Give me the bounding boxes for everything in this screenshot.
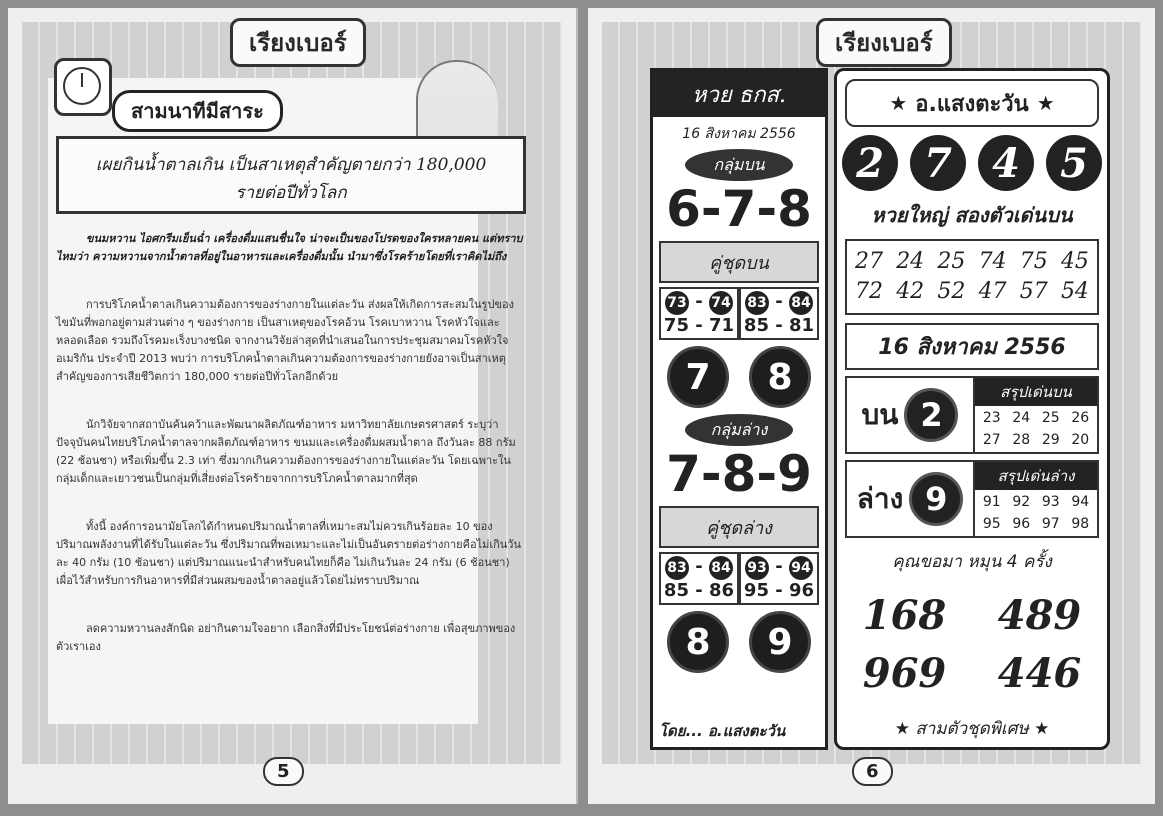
page-number-left: 5 (263, 757, 304, 786)
pair-number: 74 (709, 291, 733, 315)
summary-number: 25 (1041, 410, 1060, 426)
lower-group-label: กลุ่มล่าง (685, 414, 793, 446)
star-icon: ★ (1034, 719, 1050, 739)
two-digit: 47 (978, 279, 1007, 304)
summary-number: 20 (1071, 432, 1090, 448)
upper-singles (653, 346, 825, 408)
big-digit-row (837, 135, 1107, 191)
summary-number: 26 (1071, 410, 1090, 426)
pair-cell: 83 - 84 85 - 86 (659, 552, 739, 605)
upper-summary-nums (975, 406, 1097, 452)
three-digit: 489 (997, 592, 1082, 639)
two-digit-grid (845, 239, 1099, 315)
summary-number: 29 (1041, 432, 1060, 448)
pair-number: 84 (709, 556, 733, 580)
pair-number: 81 (789, 315, 815, 336)
clock-icon (54, 58, 112, 116)
paragraph: นักวิจัยจากสถาบันค้นคว้าและพัฒนาผลิตภัณฑ์อาหาร มหาวิทยาลัยเกษตรศาสตร์ ระบุว่า ปัจจุบันคนไทยบริโภคน้ำตาลจากผลิตภัณฑ์อาหาร ขนมและเครื่องดื่มผสมน้ำตาล ถึงวันละ 88 กรัม (22 ช้อนชา) หรือเพิ่มขึ้น 2.3 เท่า ซึ่งมากเกินความต้องการของร่างกายในแต่ละวัน โดยเฉพาะในกลุ่มเด็กและเยาวชนเป็นกลุ่มที่เสี่ยงต่อโรคร้ายจากการบริโภคน้ำตาลมากที่สุด (56, 418, 516, 485)
two-digit: 74 (978, 249, 1007, 274)
lotto-left-column (650, 68, 828, 750)
pair-number: 94 (789, 556, 813, 580)
summary-number: 92 (1012, 494, 1031, 510)
big-digit: 7 (910, 135, 966, 191)
pair-cell: 83 - 84 85 - 81 (739, 287, 819, 340)
pair-number: 93 (745, 556, 769, 580)
pair-cell: 73 - 74 75 - 71 (659, 287, 739, 340)
summary-number: 24 (1012, 410, 1031, 426)
brand-title-left: เรียงเบอร์ (230, 18, 366, 67)
single-digit: 8 (667, 611, 729, 673)
upper-summary-head (847, 378, 975, 452)
byline: โดย... อ.แสงตะวัน (659, 722, 786, 740)
upper-summary (845, 376, 1099, 454)
footer-text: สามตัวชุดพิเศษ (915, 719, 1029, 739)
lower-pairs-grid (659, 552, 819, 605)
three-digit: 969 (862, 650, 947, 697)
right-date: 16 สิงหาคม 2556 (845, 323, 1099, 370)
big-digit: 4 (978, 135, 1034, 191)
three-digit-grid (837, 587, 1107, 703)
two-digit: 24 (896, 249, 925, 274)
single-digit: 7 (667, 346, 729, 408)
lotto-title: หวย ธกส. (653, 71, 825, 117)
two-digit: 52 (937, 279, 966, 304)
three-digit: 446 (997, 650, 1082, 697)
pair-number: 86 (709, 580, 735, 601)
two-digit: 54 (1060, 279, 1089, 304)
article-quote: เผยกินน้ำตาลเกิน เป็นสาเหตุสำคัญตายกว่า 180,000 รายต่อปีทั่วโลก (56, 136, 526, 214)
slogan: คุณขอมา หมุน 4 ครั้ง (892, 552, 1052, 572)
summary-number: 91 (982, 494, 1001, 510)
upper-group-label: กลุ่มบน (685, 149, 793, 181)
upper-summary-label: สรุปเด่นบน (975, 378, 1097, 406)
pair-number: 96 (789, 580, 815, 601)
two-digit: 42 (896, 279, 925, 304)
two-digit: 57 (1019, 279, 1048, 304)
two-digit-row (855, 247, 1089, 277)
pair-number: 95 (743, 580, 769, 601)
pair-number: 83 (665, 556, 689, 580)
two-digit: 45 (1060, 249, 1089, 274)
pair-number: 83 (745, 291, 769, 315)
lotto-right-column (834, 68, 1110, 750)
right-subtitle: หวยใหญ่ สองตัวเด่นบน (871, 203, 1073, 227)
star-icon: ★ (894, 719, 910, 739)
pair-cell: 93 - 94 95 - 96 (739, 552, 819, 605)
right-page (588, 8, 1155, 804)
two-digit: 25 (937, 249, 966, 274)
lower-summary-head (847, 462, 975, 536)
lower-summary-nums (975, 490, 1097, 536)
lower-summary (845, 460, 1099, 538)
summary-number: 23 (982, 410, 1001, 426)
pair-number: 71 (709, 315, 735, 336)
star-icon: ★ (1036, 91, 1055, 115)
brand-title-right: เรียงเบอร์ (816, 18, 952, 67)
two-digit: 75 (1019, 249, 1048, 274)
lower-singles (653, 611, 825, 673)
lower-group-digits: 7-8-9 (666, 445, 812, 503)
paragraph: การบริโภคน้ำตาลเกินความต้องการของร่างกายในแต่ละวัน ส่งผลให้เกิดการสะสมในรูปของไขมันที่พอกอยู่ตามส่วนต่าง ๆ ของร่างกาย เป็นสาเหตุของโรคอ้วน โรคเบาหวาน โรคหัวใจและหลอดเลือด รวมถึงโรคมะเร็งบางชนิด จากงานวิจัยล่าสุดที่นำเสนอในการประชุมสมาคมโรคหัวใจอเมริกัน ประจำปี 2013 พบว่า การบริโภคน้ำตาลเกินความต้องการของร่างกายยังอาจเป็นสาเหตุสำคัญของการเสียชีวิตกว่า 180,000 รายต่อปีทั่วโลกอีกด้วย (56, 298, 514, 383)
single-digit: 8 (749, 346, 811, 408)
paragraph: ทั้งนี้ องค์การอนามัยโลกได้กำหนดปริมาณน้ำตาลที่เหมาะสมไม่ควรเกินร้อยละ 10 ของปริมาณพลังงานที่ได้รับในแต่ละวัน ซึ่งปริมาณที่พอเหมาะและไม่เป็นอันตรายต่อร่างกายคือไม่เกินวันละ 40 กรัม (10 ช้อนชา) แต่ปริมาณแนะนำสำหรับคนไทยก็คือ ไม่เกินวันละ 24 กรัม (6 ช้อนชา) เผื่อไว้สำหรับการกินอาหารที่มีส่วนผสมของน้ำตาลอยู่แล้วโดยไม่ทราบปริมาณ (56, 520, 522, 587)
pair-number: 84 (789, 291, 813, 315)
summary-number: 98 (1071, 516, 1090, 532)
upper-pairs-grid (659, 287, 819, 340)
upper-word: บน (861, 398, 899, 431)
paragraph: ลดความหวานลงสักนิด อย่ากินตามใจอยาก เลือกสิ่งที่มีประโยชน์ต่อร่างกาย เพื่อสุขภาพของตัวเราเอง (56, 622, 516, 653)
two-digit: 27 (855, 249, 883, 274)
upper-group-digits: 6-7-8 (666, 180, 812, 238)
upper-pair-label: คู่ชุดบน (659, 241, 819, 283)
article-body (56, 230, 526, 686)
big-digit: 2 (842, 135, 898, 191)
master-title-box (845, 79, 1099, 127)
summary-number: 96 (1012, 516, 1031, 532)
summary-number: 28 (1012, 432, 1031, 448)
lower-pair-label: คู่ชุดล่าง (659, 506, 819, 548)
three-digit: 168 (862, 592, 947, 639)
summary-number: 95 (982, 516, 1001, 532)
pair-number: 73 (665, 291, 689, 315)
left-page (8, 8, 578, 804)
pair-number: 85 (663, 580, 689, 601)
lotto-date: 16 สิงหาคม 2556 (682, 126, 796, 142)
pair-number: 85 (743, 315, 769, 336)
lower-summary-label: สรุปเด่นล่าง (975, 462, 1097, 490)
summary-number: 94 (1071, 494, 1090, 510)
lower-digit: 9 (909, 472, 963, 526)
summary-number: 97 (1041, 516, 1060, 532)
upper-digit: 2 (904, 388, 958, 442)
summary-number: 93 (1041, 494, 1060, 510)
star-icon: ★ (889, 91, 908, 115)
two-digit-row (855, 277, 1089, 307)
lower-word: ล่าง (856, 482, 904, 515)
upper-summary-list (975, 378, 1097, 452)
big-digit: 5 (1046, 135, 1102, 191)
single-digit: 9 (749, 611, 811, 673)
summary-number: 27 (982, 432, 1001, 448)
article-heading: สามนาทีมีสาระ (112, 90, 283, 132)
page-number-right: 6 (852, 757, 893, 786)
pair-number: 75 (663, 315, 689, 336)
lower-summary-list (975, 462, 1097, 536)
footer-line (837, 715, 1107, 742)
two-digit: 72 (855, 279, 883, 304)
paragraph-lead: ขนมหวาน ไอศกรีมเย็นฉ่ำ เครื่องดื่มแสนชื่นใจ น่าจะเป็นของโปรดของใครหลายคน แต่ทราบไหมว่า ความหวานจากน้ำตาลที่อยู่ในอาหารและเครื่องดื่มนั้น นำมาซึ่งโรคร้ายโดยที่เราคิดไม่ถึง (56, 232, 523, 263)
master-title: อ.แสงตะวัน (915, 91, 1029, 117)
